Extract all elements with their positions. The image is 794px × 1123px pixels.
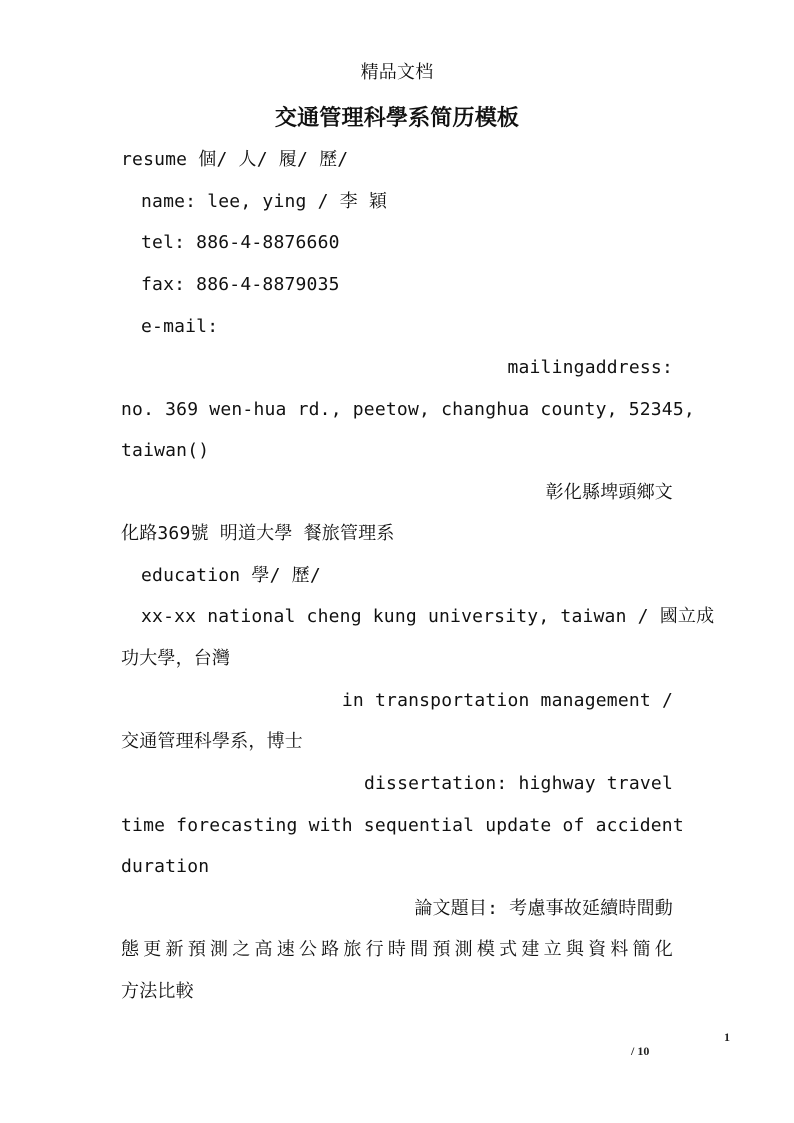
education-line-2: 功大學，台灣 <box>121 648 231 669</box>
dissertation-line-3: duration <box>121 856 210 877</box>
thesis-zh-line-3: 方法比較 <box>121 981 194 1002</box>
dissertation-line-1: dissertation: highway travel <box>363 773 673 794</box>
mailing-address-label: mailingaddress: <box>507 357 673 378</box>
fax-line: fax: 886-4-8879035 <box>141 274 340 295</box>
address-en-line-1: no. 369 wen-hua rd., peetow, changhua county, 52345, <box>121 399 695 420</box>
page-total: / 10 <box>631 1044 650 1058</box>
thesis-zh-line-1: 論文題目: 考慮事故延續時間動 <box>414 898 673 919</box>
thesis-zh-line-2: 態更新預測之高速公路旅行時間預測模式建立與資料簡化 <box>121 939 673 960</box>
address-zh-line-1: 彰化縣埤頭鄉文 <box>545 482 673 503</box>
email-label: e-mail: <box>141 316 219 337</box>
page-number: 1 <box>724 1030 730 1044</box>
resume-heading: resume 個/ 人/ 履/ 歷/ <box>121 149 349 170</box>
document-title: 交通管理科學系简历模板 <box>274 105 520 131</box>
education-heading: education 學/ 歷/ <box>141 565 321 586</box>
document-header: 精品文档 <box>360 62 434 83</box>
address-en-line-2: taiwan() <box>121 440 210 461</box>
degree-line-1: in transportation management / <box>341 690 673 711</box>
address-zh-line-2: 化路369號 明道大學 餐旅管理系 <box>121 523 395 544</box>
education-line-1: xx-xx national cheng kung university, taiwan / 國立成 <box>141 606 715 627</box>
degree-line-2: 交通管理科學系，博士 <box>121 731 303 752</box>
tel-line: tel: 886-4-8876660 <box>141 232 340 253</box>
dissertation-line-2: time forecasting with sequential update of accident <box>121 815 684 836</box>
name-line: name: lee, ying / 李 穎 <box>141 191 388 212</box>
